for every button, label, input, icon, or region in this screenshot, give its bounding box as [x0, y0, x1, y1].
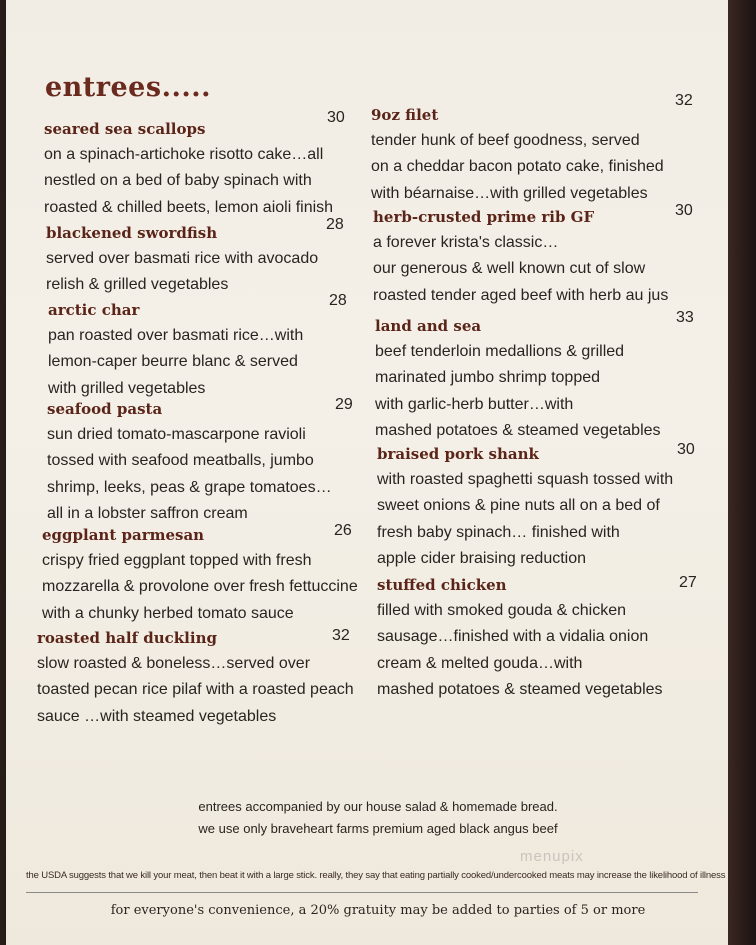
divider — [26, 892, 698, 893]
footer-note-beef: we use only braveheart farms premium aged black angus beef — [198, 821, 558, 836]
section-title: entrees..... — [45, 72, 212, 103]
menu-item-price: 33 — [676, 309, 694, 326]
menu-item-name: stuffed chicken — [377, 576, 507, 594]
menu-item-name: eggplant parmesan — [42, 526, 205, 544]
menu-item-desc-line: tossed with seafood meatballs, jumbo — [47, 452, 314, 470]
menu-item-desc-line: relish & grilled vegetables — [46, 276, 229, 294]
menu-item-desc-line: sweet onions & pine nuts all on a bed of — [377, 497, 660, 515]
menu-item-seafood-pasta — [47, 396, 332, 527]
menu-item-price: 30 — [677, 441, 695, 458]
usda-disclaimer: the USDA suggests that we kill your meat, then beat it with a large stick. really, they say that eating partially cooked/undercooked meats may increase the likelihood of illness — [26, 870, 726, 881]
menu-item-name: seared sea scallops — [44, 120, 206, 138]
menu-item-desc-line: nestled on a bed of baby spinach with — [44, 172, 312, 190]
menu-item-stuffed-chicken — [377, 572, 663, 703]
menu-item-desc-line: with grilled vegetables — [48, 379, 206, 397]
menu-item-desc-line: marinated jumbo shrimp topped — [375, 369, 601, 387]
menu-item-desc-line: served over basmati rice with avocado — [46, 250, 319, 267]
footer-note-salad: entrees accompanied by our house salad & homemade bread. — [198, 799, 558, 814]
menu-item-arctic-char — [48, 297, 303, 402]
menu-item-desc-line: slow roasted & boneless…served over — [37, 655, 311, 672]
menu-item-herb-crusted-prime-rib — [373, 204, 668, 309]
menu-item-price: 29 — [335, 396, 353, 413]
gratuity-note: for everyone's convenience, a 20% gratuity may be added to parties of 5 or more — [110, 903, 646, 918]
menu-item-desc-line: cream & melted gouda…with — [377, 654, 583, 672]
menu-item-desc-line: mashed potatoes & steamed vegetables — [375, 421, 661, 439]
menu-item-desc-line: filled with smoked gouda & chicken — [377, 602, 627, 619]
menu-item-price: 30 — [675, 202, 693, 219]
menu-item-price: 32 — [675, 92, 693, 109]
watermark-logo: menupix — [520, 848, 584, 865]
menu-item-desc-line: mashed potatoes & steamed vegetables — [377, 680, 663, 698]
menu-item-land-and-sea — [375, 313, 661, 444]
menu-item-desc-line: with roasted spaghetti squash tossed with — [377, 471, 674, 488]
menu-item-desc-line: with garlic-herb butter…with — [375, 395, 574, 413]
menu-item-price: 28 — [326, 216, 344, 233]
menu-item-desc-line: apple cider braising reduction — [377, 549, 587, 567]
menu-item-desc-line: lemon-caper beurre blanc & served — [48, 353, 298, 371]
menu-item-desc-line: fresh baby spinach… finished with — [377, 523, 620, 541]
menu-item-name: 9oz filet — [371, 106, 439, 124]
menu-item-blackened-swordfish — [46, 220, 318, 299]
menu-item-desc-line: on a cheddar bacon potato cake, finished — [371, 158, 664, 176]
menu-item-desc-line: on a spinach-artichoke risotto cake…all — [44, 146, 324, 163]
menu-item-desc-line: sausage…finished with a vidalia onion — [377, 628, 649, 646]
menu-item-name: seafood pasta — [47, 400, 163, 418]
menu-item-desc-line: roasted tender aged beef with herb au jus — [373, 286, 669, 304]
menu-item-desc-line: a forever krista's classic… — [373, 234, 559, 251]
menu-item-roasted-half-duckling — [37, 625, 354, 730]
menu-item-name: blackened swordfish — [46, 224, 218, 242]
menu-item-price: 32 — [332, 627, 350, 644]
menu-item-eggplant-parmesan — [42, 522, 358, 627]
menu-item-desc-line: mozzarella & provolone over fresh fettuccine — [42, 578, 358, 596]
menu-item-price: 30 — [327, 109, 345, 126]
menu-item-name: herb-crusted prime rib GF — [373, 208, 595, 226]
menu-item-desc-line: sauce …with steamed vegetables — [37, 707, 277, 725]
menu-item-name: arctic char — [48, 301, 140, 319]
menu-item-desc-line: all in a lobster saffron cream — [47, 504, 248, 522]
menu-item-9oz-filet — [371, 102, 664, 207]
menu-item-desc-line: shrimp, leeks, peas & grape tomatoes… — [47, 478, 332, 496]
menu-item-desc-line: sun dried tomato-mascarpone ravioli — [47, 426, 306, 443]
menu-item-name: land and sea — [375, 317, 482, 335]
menu-item-desc-line: beef tenderloin medallions & grilled — [375, 343, 625, 360]
menu-item-name: roasted half duckling — [37, 629, 217, 647]
menu-item-desc-line: our generous & well known cut of slow — [373, 260, 646, 278]
menu-item-name: braised pork shank — [377, 445, 539, 463]
menu-item-desc-line: with a chunky herbed tomato sauce — [42, 604, 294, 622]
menu-item-price: 27 — [679, 574, 697, 591]
menu-item-price: 28 — [329, 292, 347, 309]
menu-item-price: 26 — [334, 522, 352, 539]
menu-item-desc-line: pan roasted over basmati rice…with — [48, 327, 304, 344]
menu-item-desc-line: tender hunk of beef goodness, served — [371, 132, 640, 149]
menu-item-seared-sea-scallops — [44, 116, 333, 221]
menu-item-desc-line: roasted & chilled beets, lemon aioli finish — [44, 198, 334, 216]
menu-item-desc-line: with béarnaise…with grilled vegetables — [371, 184, 648, 202]
menu-item-desc-line: toasted pecan rice pilaf with a roasted peach — [37, 681, 354, 699]
menu-item-desc-line: crispy fried eggplant topped with fresh — [42, 552, 312, 569]
menu-item-braised-pork-shank — [377, 441, 673, 572]
